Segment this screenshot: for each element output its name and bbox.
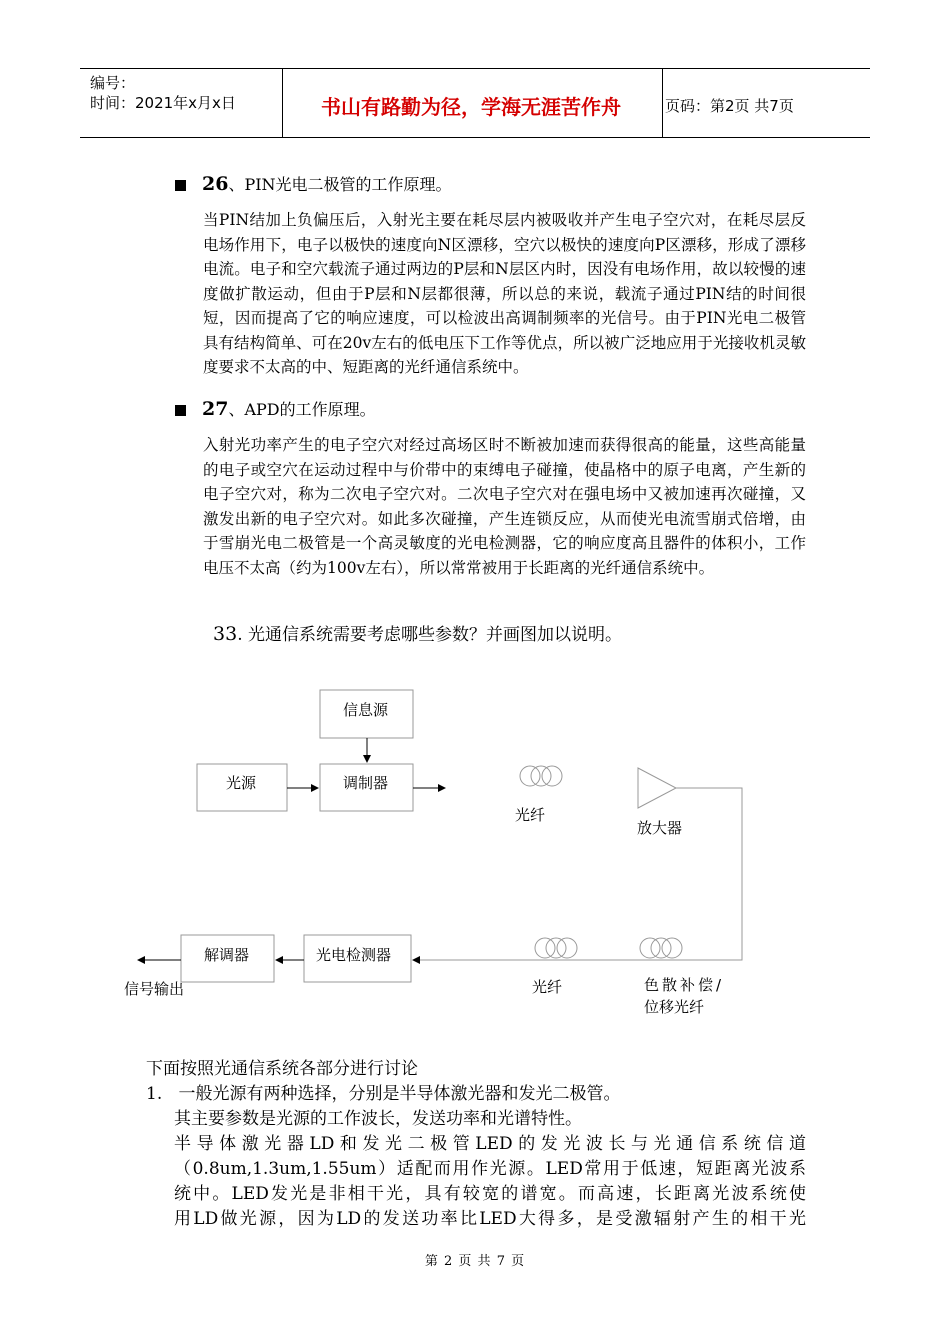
page-footer: 第 2 页 共 7 页 bbox=[424, 1254, 526, 1269]
question-number: 33 bbox=[213, 623, 238, 645]
header-motto: 书山有路勤为径，学海无涯苦作舟 bbox=[321, 95, 621, 119]
answer-text: 当PIN结加上负偏压后，入射光主要在耗尽层内被吸收并产生电子空穴对，在耗尽层反电场作用下，电子以极快的速度向N区漂移，空穴以极快的速度向P区漂移，形成了漂移电流。电子和空穴载流子通过两边的P层和N层区内时，因没有电场作用，故以较慢的速度做扩散运动，但由于P层和N层都很薄，所以总的来说，载流子通过PIN结的时间很短，因而提高了它的响应速度，可以检波出高调制频率的光信号。由于PIN光电二极管具有结构简单、可在20v左右的低电压下工作等优点，所以被广泛地应用于光接收机灵敏度要求不太高的中、短距离的光纤通信系统中。 bbox=[203, 211, 806, 376]
page-label: 页码：第2页 共7页 bbox=[665, 97, 794, 115]
fiber-label: 光纤 bbox=[532, 978, 563, 996]
discussion-line: 其主要参数是光源的工作波长，发送功率和光谱特性。 bbox=[174, 1109, 582, 1129]
signal-output-label: 信号输出 bbox=[124, 980, 185, 998]
fiber-coil-icon bbox=[520, 766, 540, 786]
modulator-label: 调制器 bbox=[343, 774, 389, 792]
item-number: 1. bbox=[146, 1084, 163, 1104]
list-item bbox=[146, 1082, 806, 1107]
item-text: 一般光源有两种选择，分别是半导体激光器和发光二极管。 bbox=[178, 1084, 621, 1104]
photodetector-label: 光电检测器 bbox=[316, 946, 392, 964]
demodulator-label: 解调器 bbox=[204, 946, 250, 964]
question-title: . 光通信系统需要考虑哪些参数？并画图加以说明。 bbox=[237, 625, 622, 645]
answer-text: 入射光功率产生的电子空穴对经过高场区时不断被加速而获得很高的能量，这些高能量的电子或空穴在运动过程中与价带中的束缚电子碰撞，使晶格中的原子电离，产生新的电子空穴对，称为二次电子空穴对。二次电子空穴对在强电场中又被加速再次碰撞，又激发出新的电子空穴对。如此多次碰撞，产生连锁反应，从而使光电流雪崩式倍增，由于雪崩光电二极管是一个高灵敏度的光电检测器，它的响应度高且器件的体积小，工作电压不太高（约为100v左右），所以常常被用于长距离的光纤通信系统中。 bbox=[203, 436, 806, 577]
fiber-coil-icon bbox=[640, 938, 660, 958]
discussion-line: 半导体激光器LD和发光二极管LED的发光波长与光通信系统信道 bbox=[174, 1134, 806, 1154]
amplifier-icon bbox=[638, 768, 676, 808]
light-source-label: 光源 bbox=[226, 774, 257, 792]
question-title: 、APD的工作原理。 bbox=[228, 400, 376, 419]
fiber-coil-icon bbox=[535, 938, 555, 958]
dispersion-label: 色散补偿/ bbox=[644, 976, 725, 994]
question-number: 27 bbox=[202, 398, 229, 420]
discussion-section bbox=[146, 1057, 806, 1232]
serial-label: 编号： bbox=[90, 74, 136, 92]
discussion-intro: 下面按照光通信系统各部分进行讨论 bbox=[146, 1059, 418, 1079]
discussion-line: 统中。LED发光是非相干光，具有较宽的谱宽。而高速，长距离光波系统使 bbox=[174, 1184, 806, 1204]
question-title: 、PIN光电二极管的工作原理。 bbox=[228, 175, 452, 194]
amplifier-label: 放大器 bbox=[637, 819, 683, 837]
question-number: 26 bbox=[202, 173, 229, 195]
discussion-line: （0.8um,1.3um,1.55um）适配而用作光源。LED常用于低速，短距离光波系 bbox=[174, 1159, 806, 1179]
discussion-line: 用LD做光源，因为LD的发送功率比LED大得多，是受激辐射产生的相干光 bbox=[174, 1209, 806, 1229]
fiber-label: 光纤 bbox=[515, 806, 546, 824]
info-source-label: 信息源 bbox=[343, 701, 389, 719]
date-label: 时间：2021年x月x日 bbox=[90, 94, 236, 112]
dispersion-label: 位移光纤 bbox=[644, 998, 705, 1016]
